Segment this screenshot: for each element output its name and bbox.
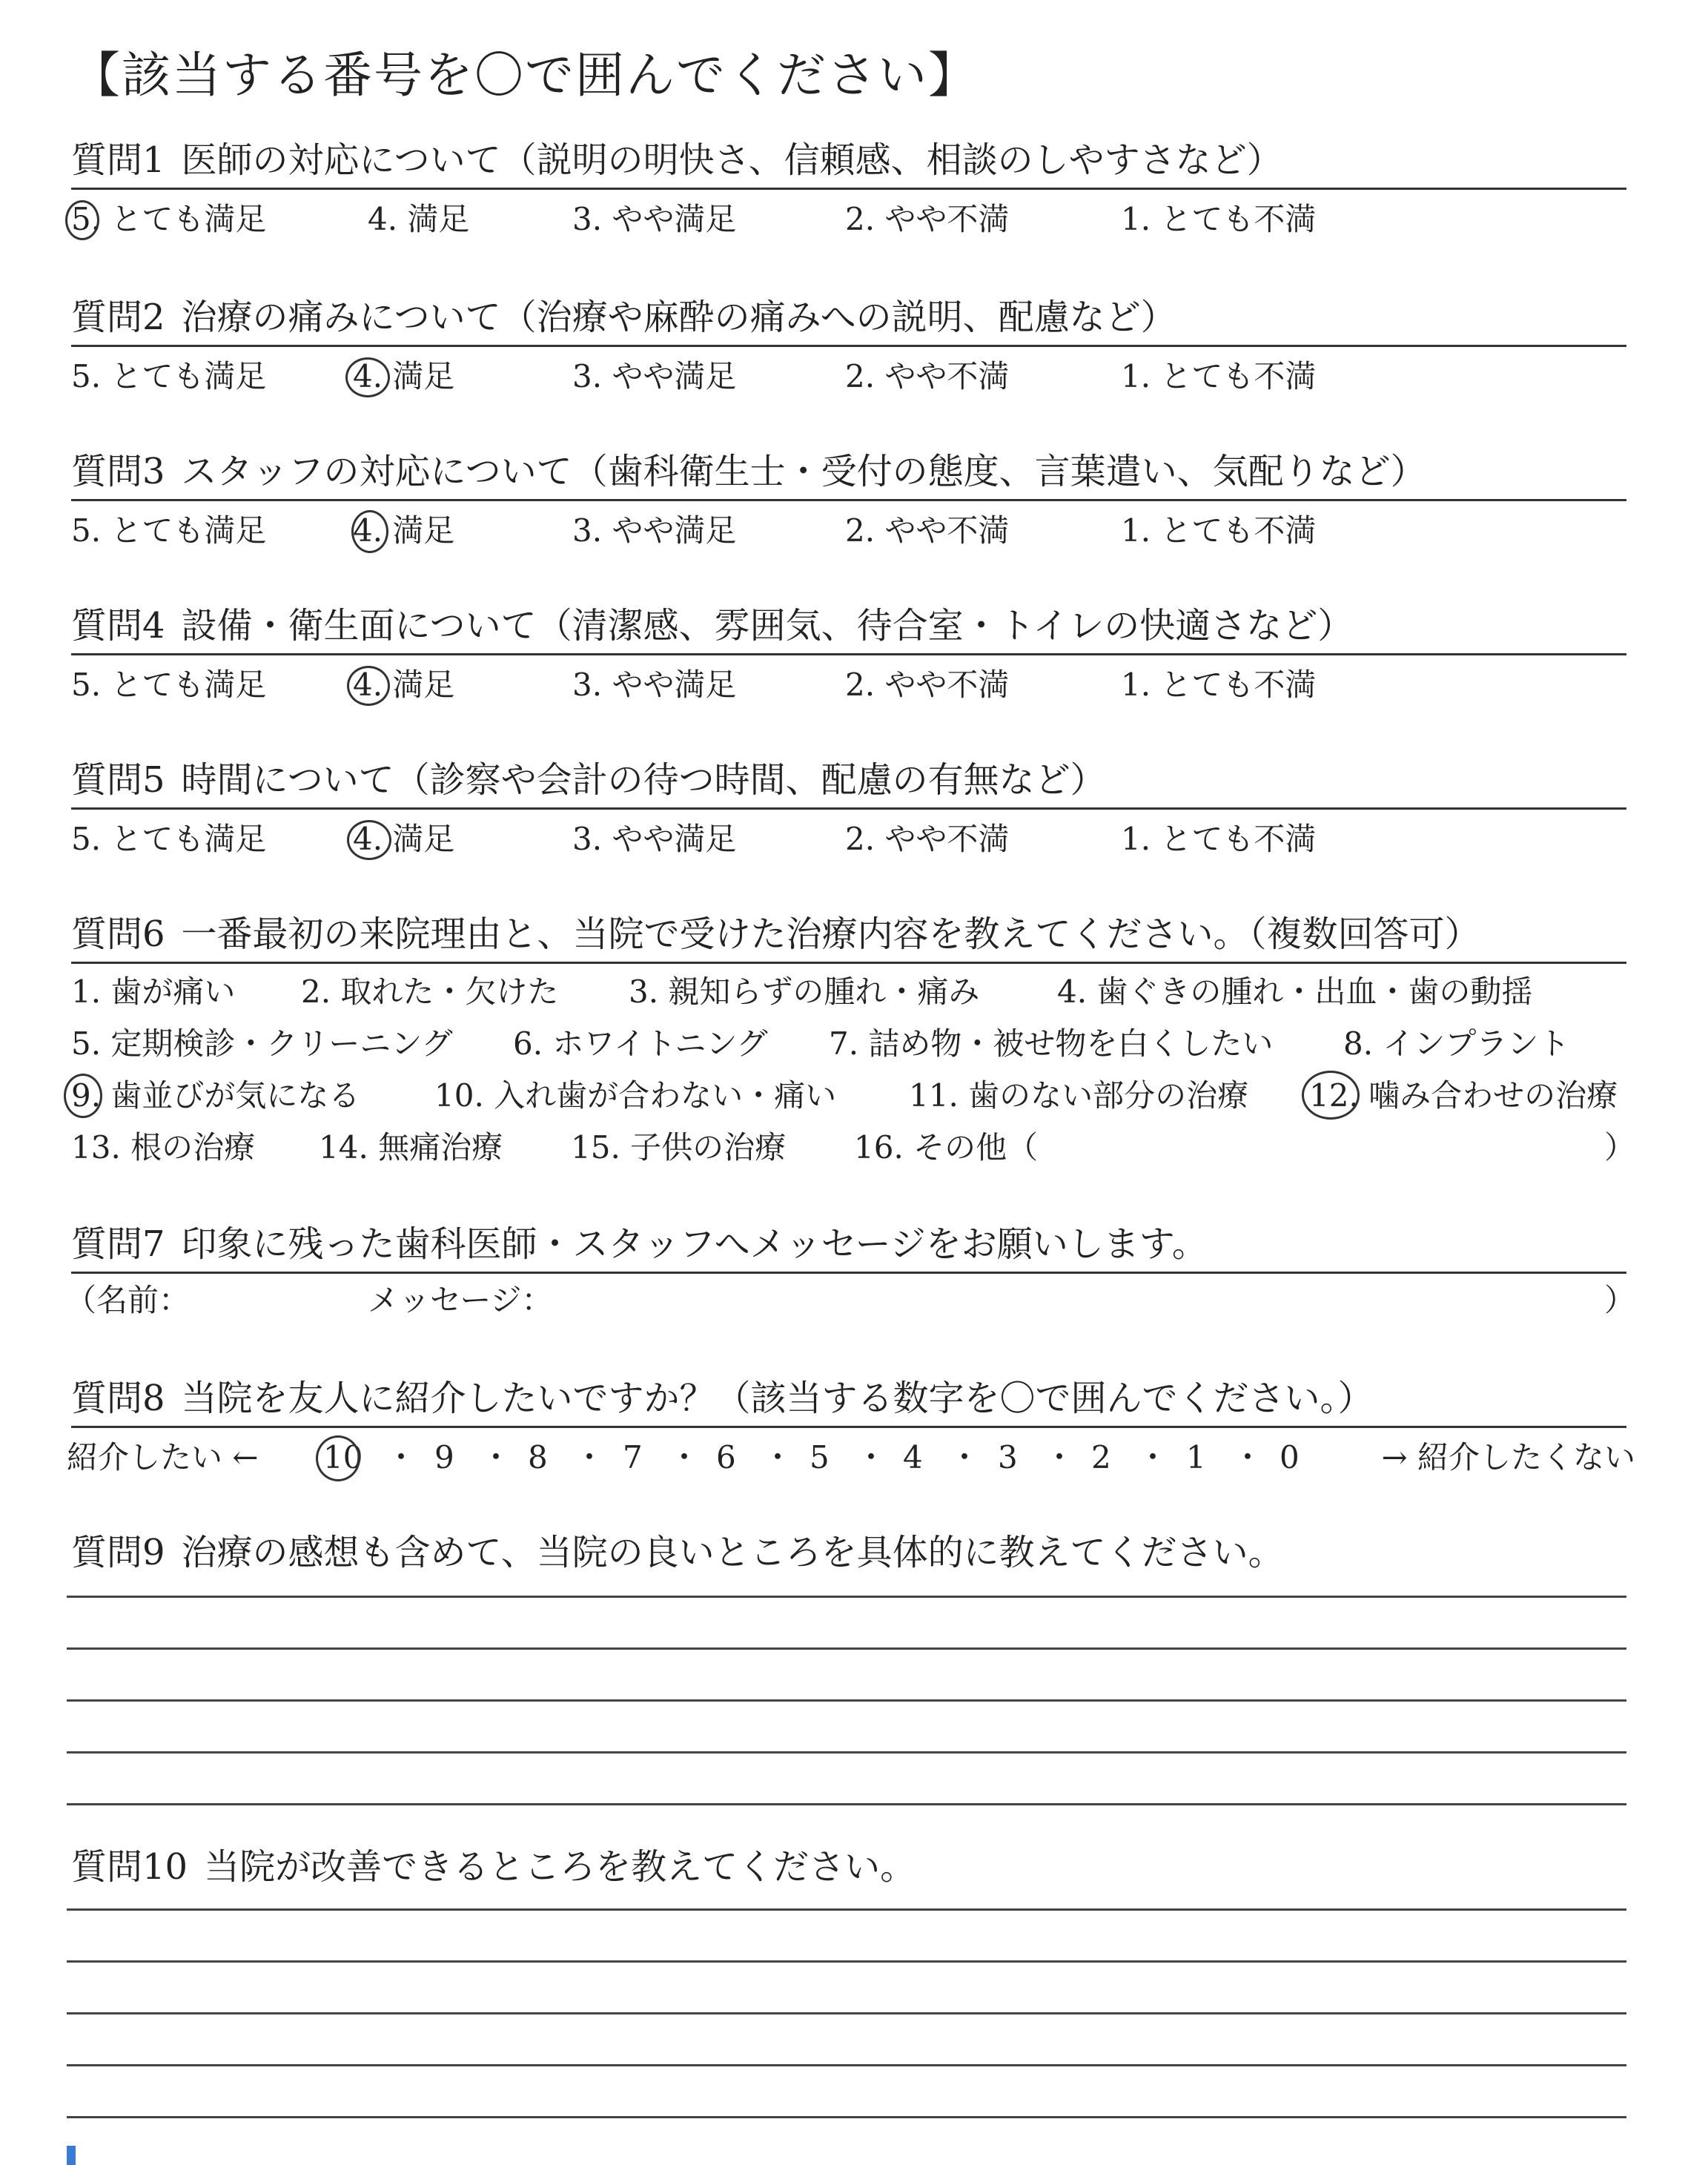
question-number: 質問7 bbox=[71, 1223, 165, 1265]
reason-wisdom-tooth[interactable]: 3. 親知らずの腫れ・痛み bbox=[629, 974, 980, 1010]
scale-6[interactable]: 6 bbox=[716, 1439, 736, 1475]
option-very-satisfied[interactable]: 5. とても満足 bbox=[71, 821, 267, 857]
scale-separator: ・ bbox=[385, 1439, 417, 1475]
scale-separator: ・ bbox=[669, 1439, 701, 1475]
question-2-heading bbox=[71, 295, 1626, 347]
scale-10[interactable]: 10 bbox=[323, 1439, 363, 1475]
question-text: 印象に残った歯科医師・スタッフへメッセージをお願いします。 bbox=[181, 1223, 1208, 1265]
option-very-dissatisfied[interactable]: 1. とても不満 bbox=[1121, 821, 1317, 857]
question-6-options-row-2 bbox=[71, 1022, 1635, 1066]
option-very-dissatisfied[interactable]: 1. とても不満 bbox=[1121, 358, 1317, 394]
question-6-options-row-4 bbox=[71, 1126, 1635, 1170]
answer-line[interactable] bbox=[67, 1908, 1626, 1911]
scale-separator: ・ bbox=[762, 1439, 794, 1475]
option-somewhat-dissatisfied[interactable]: 2. やや不満 bbox=[845, 821, 1010, 857]
question-10-heading bbox=[71, 1845, 1626, 1897]
scale-right-label: → 紹介したくない bbox=[1381, 1439, 1635, 1475]
scale-separator: ・ bbox=[1044, 1439, 1076, 1475]
question-9-heading bbox=[71, 1530, 1626, 1582]
scale-0[interactable]: 0 bbox=[1280, 1439, 1300, 1475]
question-7-fields bbox=[65, 1278, 1635, 1323]
answer-line[interactable] bbox=[67, 2012, 1626, 2014]
question-3-heading bbox=[71, 449, 1626, 501]
reason-root-canal[interactable]: 13. 根の治療 bbox=[71, 1129, 256, 1166]
option-satisfied[interactable]: 4. 満足 bbox=[353, 358, 455, 394]
option-somewhat-satisfied[interactable]: 3. やや満足 bbox=[572, 667, 737, 703]
option-somewhat-satisfied[interactable]: 3. やや満足 bbox=[572, 358, 737, 394]
reason-dentures[interactable]: 10. 入れ歯が合わない・痛い bbox=[434, 1077, 837, 1114]
option-satisfied[interactable]: 4. 満足 bbox=[353, 667, 455, 703]
reason-toothache[interactable]: 1. 歯が痛い bbox=[71, 974, 236, 1010]
question-number: 質問5 bbox=[71, 759, 165, 801]
reason-checkup-cleaning[interactable]: 5. 定期検診・クリーニング bbox=[71, 1025, 453, 1062]
question-number: 質問4 bbox=[71, 605, 165, 647]
answer-line[interactable] bbox=[67, 1803, 1626, 1805]
question-5-options bbox=[71, 817, 1635, 862]
scale-separator: ・ bbox=[574, 1439, 606, 1475]
name-label: （名前： bbox=[65, 1282, 191, 1318]
option-very-dissatisfied[interactable]: 1. とても不満 bbox=[1121, 667, 1317, 703]
answer-line[interactable] bbox=[67, 1596, 1626, 1598]
question-4-options bbox=[71, 663, 1635, 707]
reason-implant[interactable]: 8. インプラント bbox=[1343, 1025, 1570, 1062]
question-text: 時間について（診察や会計の待つ時間、配慮の有無など） bbox=[181, 759, 1106, 801]
question-7-heading bbox=[71, 1222, 1626, 1274]
question-text: 当院が改善できるところを教えてください。 bbox=[204, 1846, 916, 1888]
answer-line[interactable] bbox=[67, 1647, 1626, 1650]
question-text: 治療の痛みについて（治療や麻酔の痛みへの説明、配慮など） bbox=[181, 297, 1176, 338]
question-4-heading bbox=[71, 604, 1626, 655]
option-very-satisfied[interactable]: 5. とても満足 bbox=[71, 201, 267, 237]
question-number: 質問6 bbox=[71, 913, 165, 955]
question-8-heading bbox=[71, 1376, 1626, 1428]
scale-left-label: 紹介したい ← bbox=[67, 1439, 259, 1475]
question-number: 質問10 bbox=[71, 1846, 188, 1888]
question-text: 当院を友人に紹介したいですか？（該当する数字を〇で囲んでください。） bbox=[181, 1378, 1374, 1419]
option-very-satisfied[interactable]: 5. とても満足 bbox=[71, 358, 267, 394]
option-satisfied[interactable]: 4. 満足 bbox=[368, 201, 470, 237]
scale-7[interactable]: 7 bbox=[623, 1439, 643, 1475]
message-label: メッセージ： bbox=[368, 1282, 553, 1318]
option-very-dissatisfied[interactable]: 1. とても不満 bbox=[1121, 512, 1317, 549]
cut-off-next-question bbox=[67, 2135, 1030, 2165]
option-somewhat-dissatisfied[interactable]: 2. やや不満 bbox=[845, 358, 1010, 394]
question-number: 質問9 bbox=[71, 1532, 165, 1573]
question-2-options bbox=[71, 354, 1635, 399]
scale-3[interactable]: 3 bbox=[998, 1439, 1018, 1475]
scale-2[interactable]: 2 bbox=[1091, 1439, 1111, 1475]
question-1-options bbox=[71, 197, 1635, 242]
option-satisfied[interactable]: 4. 満足 bbox=[353, 821, 455, 857]
option-very-dissatisfied[interactable]: 1. とても不満 bbox=[1121, 201, 1317, 237]
option-somewhat-dissatisfied[interactable]: 2. やや不満 bbox=[845, 512, 1010, 549]
question-number: 質問8 bbox=[71, 1378, 165, 1419]
referral-scale bbox=[67, 1435, 1635, 1480]
scale-8[interactable]: 8 bbox=[528, 1439, 548, 1475]
option-somewhat-satisfied[interactable]: 3. やや満足 bbox=[572, 201, 737, 237]
reason-gum-problems[interactable]: 4. 歯ぐきの腫れ・出血・歯の動揺 bbox=[1057, 974, 1533, 1010]
scale-5[interactable]: 5 bbox=[810, 1439, 830, 1475]
option-somewhat-satisfied[interactable]: 3. やや満足 bbox=[572, 821, 737, 857]
answer-line[interactable] bbox=[67, 1751, 1626, 1754]
scale-9[interactable]: 9 bbox=[434, 1439, 454, 1475]
scale-4[interactable]: 4 bbox=[903, 1439, 923, 1475]
other-close-paren: ） bbox=[1603, 1129, 1635, 1166]
question-number: 質問3 bbox=[71, 451, 165, 492]
section-marker bbox=[67, 2146, 76, 2165]
reason-alignment[interactable]: 9. 歯並びが気になる bbox=[71, 1077, 360, 1114]
question-3-options bbox=[71, 509, 1635, 553]
question-text: 医師の対応について（説明の明快さ、信頼感、相談のしやすさなど） bbox=[181, 139, 1282, 181]
option-somewhat-dissatisfied[interactable]: 2. やや不満 bbox=[845, 201, 1010, 237]
question-text: 治療の感想も含めて、当院の良いところを具体的に教えてください。 bbox=[181, 1532, 1284, 1573]
reason-whitening[interactable]: 6. ホワイトニング bbox=[513, 1025, 768, 1062]
option-very-satisfied[interactable]: 5. とても満足 bbox=[71, 667, 267, 703]
answer-line[interactable] bbox=[67, 2116, 1626, 2118]
question-6-options-row-1 bbox=[71, 970, 1635, 1014]
reason-broken-chipped[interactable]: 2. 取れた・欠けた bbox=[301, 974, 559, 1010]
scale-separator: ・ bbox=[480, 1439, 512, 1475]
answer-line[interactable] bbox=[67, 2064, 1626, 2066]
option-somewhat-satisfied[interactable]: 3. やや満足 bbox=[572, 512, 737, 549]
message-close-paren: ） bbox=[1603, 1282, 1635, 1318]
reason-white-fillings[interactable]: 7. 詰め物・被せ物を白くしたい bbox=[829, 1025, 1274, 1062]
scale-separator: ・ bbox=[949, 1439, 981, 1475]
question-text: スタッフの対応について（歯科衛生士・受付の態度、言葉遣い、気配りなど） bbox=[181, 451, 1426, 492]
reason-children[interactable]: 15. 子供の治療 bbox=[571, 1129, 787, 1166]
scale-separator: ・ bbox=[1232, 1439, 1264, 1475]
option-somewhat-dissatisfied[interactable]: 2. やや不満 bbox=[845, 667, 1010, 703]
question-6-heading bbox=[71, 912, 1626, 964]
answer-line[interactable] bbox=[67, 1960, 1626, 1963]
question-text: 設備・衛生面について（清潔感、雰囲気、待合室・トイレの快適さなど） bbox=[181, 605, 1354, 647]
answer-line[interactable] bbox=[67, 1699, 1626, 1702]
question-number: 質問1 bbox=[71, 139, 165, 181]
scale-1[interactable]: 1 bbox=[1186, 1439, 1206, 1475]
reason-painless[interactable]: 14. 無痛治療 bbox=[319, 1129, 503, 1166]
reason-missing-teeth[interactable]: 11. 歯のない部分の治療 bbox=[909, 1077, 1249, 1114]
reason-bite[interactable]: 12. 噛み合わせの治療 bbox=[1309, 1077, 1618, 1114]
question-text: 一番最初の来院理由と、当院で受けた治療内容を教えてください。（複数回答可） bbox=[181, 913, 1480, 955]
option-satisfied[interactable]: 4. 満足 bbox=[353, 512, 455, 549]
reason-other[interactable]: 16. その他（ bbox=[854, 1129, 1039, 1166]
option-very-satisfied[interactable]: 5. とても満足 bbox=[71, 512, 267, 549]
scale-separator: ・ bbox=[855, 1439, 887, 1475]
page-title: 【該当する番号を〇で囲んでください】 bbox=[71, 47, 979, 104]
question-number: 質問2 bbox=[71, 297, 165, 338]
question-6-options-row-3 bbox=[71, 1074, 1635, 1118]
scale-separator: ・ bbox=[1137, 1439, 1169, 1475]
question-1-heading bbox=[71, 138, 1626, 190]
question-5-heading bbox=[71, 758, 1626, 810]
